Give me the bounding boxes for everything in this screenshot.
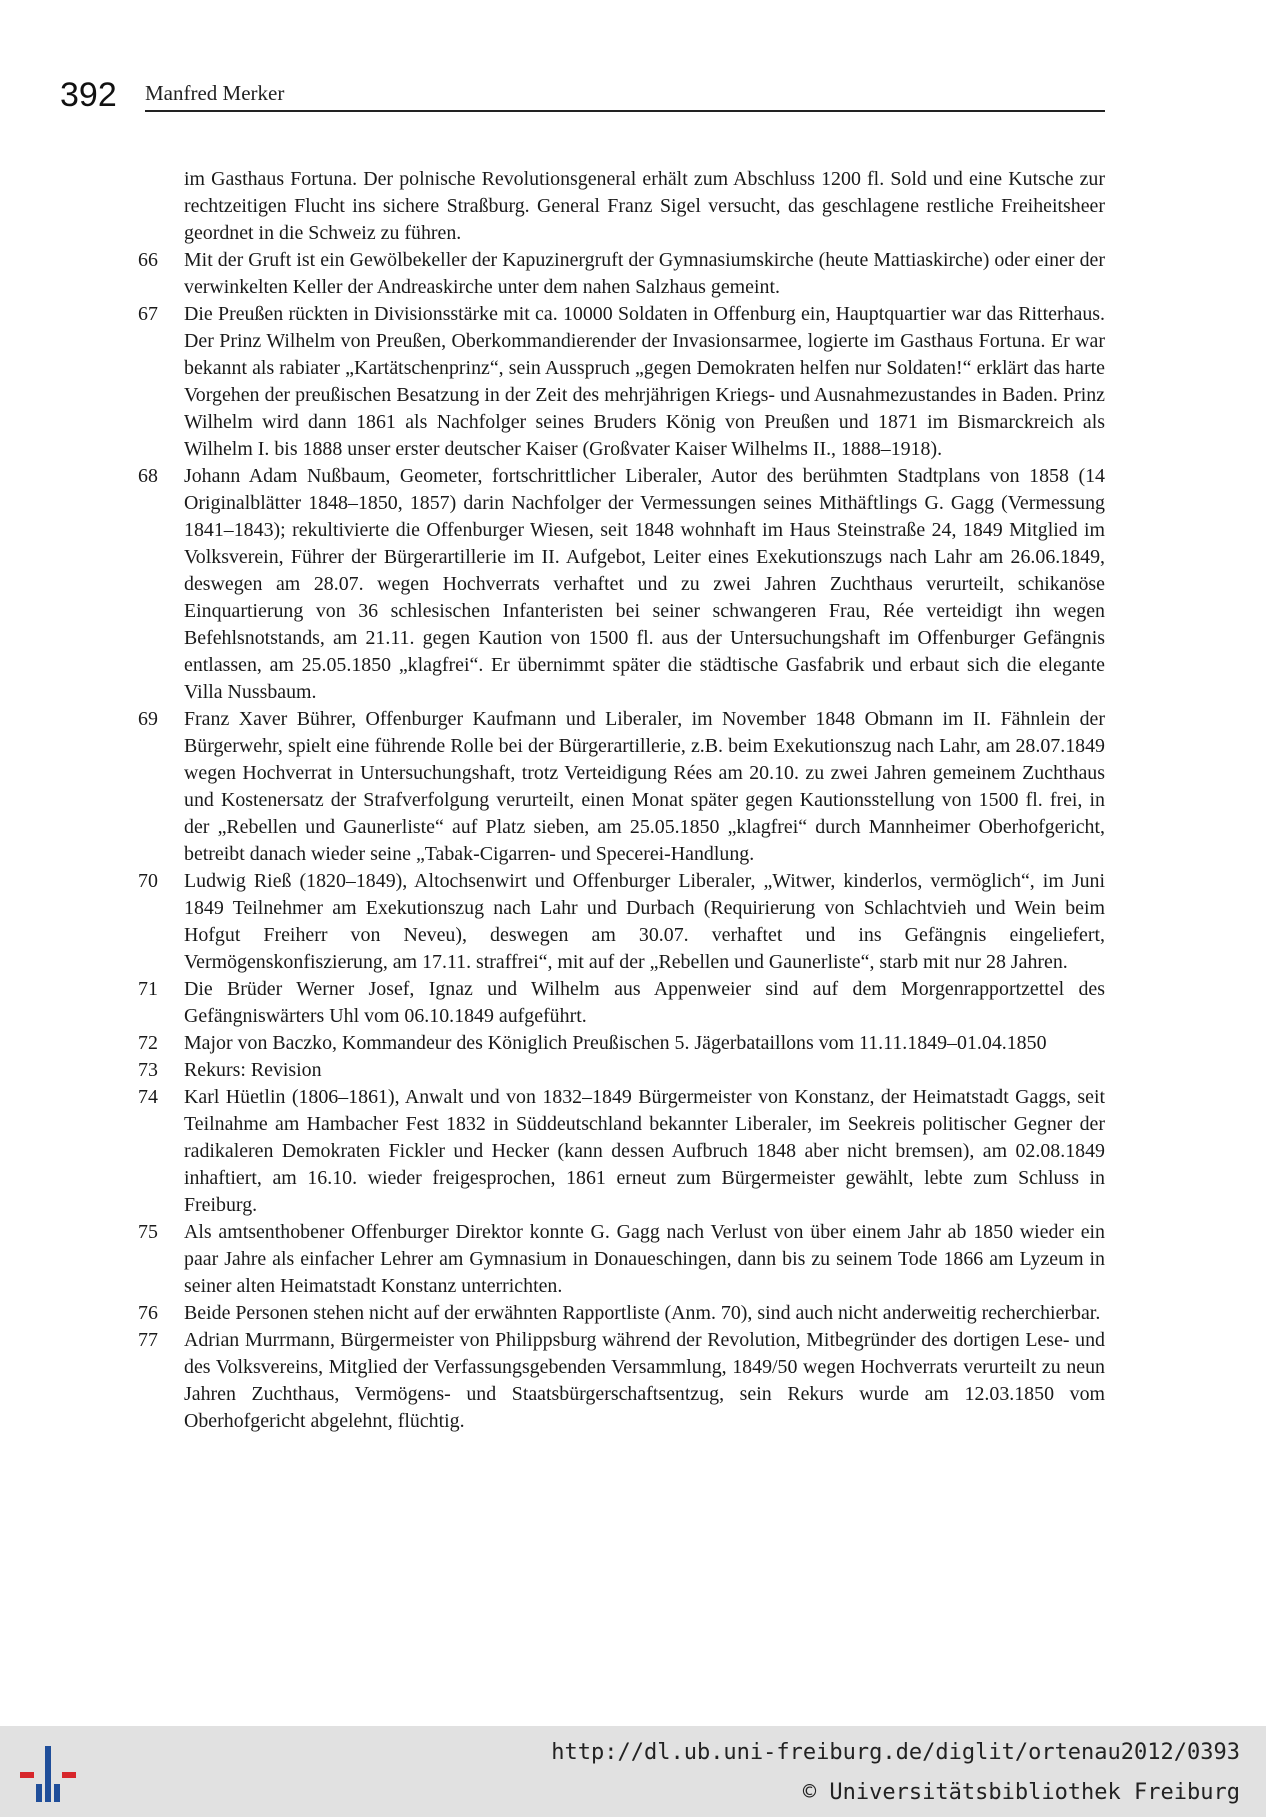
- endnote-77: [138, 1327, 1105, 1435]
- note-text: Als amtsenthobener Offenburger Direktor konnte G. Gagg nach Verlust von über einem Jahr ab 1850 wieder ein paar Jahre als einfacher Lehrer am Gymnasium in Donaueschingen, dann bis zu seinem Tode 1866 am Lyzeum in seiner alten Heimatstadt Konstanz unterrichten.: [184, 1221, 1105, 1297]
- note-number: 67: [138, 303, 158, 325]
- endnote-72: [138, 1030, 1105, 1057]
- endnote-66: [138, 247, 1105, 301]
- note-number: [138, 166, 184, 247]
- note-number: 69: [138, 708, 158, 730]
- endnote-73: [138, 1057, 1105, 1084]
- note-number: 68: [138, 465, 158, 487]
- note-number: 74: [138, 1086, 158, 1108]
- note-text: Johann Adam Nußbaum, Geometer, fortschrittlicher Liberaler, Autor des berühmten Stadtplans von 1858 (14 Originalblätter 1848–1850, 1857) darin Nachfolger der Vermessungen seines Mithäftlings G. Gagg (Vermessung 1841–1843); rekultivierte die Offenburger Wiesen, seit 1848 wohnhaft im Haus Steinstraße 24, 1849 Mitglied im Volksverein, Führer der Bürgerartillerie im II. Aufgebot, Leiter eines Exekutionszugs nach Lahr am 26.06.1849, deswegen am 28.07. wegen Hochverrats verhaftet und zu zwei Jahren Zuchthaus verurteilt, schikanöse Einquartierung von 36 schlesischen Infanteristen bei seiner schwangeren Frau, Rée verteidigt ihn wegen Befehlsnotstands, am 21.11. gegen Kaution von 1500 fl. aus der Untersuchungshaft im Offenburger Gefängnis entlassen, am 25.05.1850 „klagfrei“. Er übernimmt später die städtische Gasfabrik und erbaut sich die elegante Villa Nussbaum.: [184, 465, 1105, 703]
- endnote-71: [138, 976, 1105, 1030]
- note-text: Adrian Murrmann, Bürgermeister von Philippsburg während der Revolution, Mitbegründer des dortigen Lese- und des Volksvereins, Mitglied der Verfassungsgebenden Versammlung, 1849/50 wegen Hochverrats verurteilt zu neun Jahren Zuchthaus, Vermögens- und Staatsbürgerschaftsentzug, sein Rekurs wurde am 12.03.1850 vom Oberhofgericht abgelehnt, flüchtig.: [184, 1329, 1105, 1432]
- note-text: Karl Hüetlin (1806–1861), Anwalt und von 1832–1849 Bürgermeister von Konstanz, der Heimatstadt Gaggs, seit Teilnahme am Hambacher Fest 1832 in Süddeutschland bekannter Liberaler, im Seekreis politischer Gegner der radikaleren Demokraten Fickler und Hecker (kann dessen Aufbruch 1848 aber nicht bremsen), am 02.08.1849 inhaftiert, am 16.10. wieder freigesprochen, 1861 erneut zum Bürgermeister gewählt, lebte zum Schluss in Freiburg.: [184, 1086, 1105, 1216]
- endnote-continuation: [138, 166, 1105, 247]
- note-number: 71: [138, 978, 158, 1000]
- note-number: 75: [138, 1221, 158, 1243]
- ub-freiburg-logo-icon: [18, 1744, 78, 1804]
- endnote-67: [138, 301, 1105, 463]
- note-number: 72: [138, 1032, 158, 1054]
- footer-band: [0, 1726, 1266, 1817]
- endnote-75: [138, 1219, 1105, 1300]
- note-text: Ludwig Rieß (1820–1849), Altochsenwirt und Offenburger Liberaler, „Witwer, kinderlos, vermöglich“, im Juni 1849 Teilnehmer am Exekutionszug nach Lahr und Durbach (Requirierung von Schlachtvieh und Wein beim Hofgut Freiherr von Neveu), deswegen am 30.07. verhaftet und ins Gefängnis eingeliefert, Vermögenskonfiszierung, am 17.11. straffrei“, mit auf der „Rebellen und Gaunerliste“, starb mit nur 28 Jahren.: [184, 870, 1105, 973]
- note-number: 76: [138, 1302, 158, 1324]
- note-text: Rekurs: Revision: [184, 1059, 322, 1081]
- header-rule: [145, 110, 1105, 112]
- endnote-74: [138, 1084, 1105, 1219]
- endnote-68: [138, 463, 1105, 706]
- note-text: Major von Baczko, Kommandeur des Königlich Preußischen 5. Jägerbataillons vom 11.11.1849–01.04.1850: [184, 1032, 1047, 1054]
- note-text: Mit der Gruft ist ein Gewölbekeller der Kapuzinergruft der Gymnasiumskirche (heute Mattiaskirche) oder einer der verwinkelten Keller der Andreaskirche unter dem nahen Salzhaus gemeint.: [184, 249, 1105, 298]
- note-text: Die Brüder Werner Josef, Ignaz und Wilhelm aus Appenweier sind auf dem Morgenrapportzettel des Gefängniswärters Uhl vom 06.10.1849 aufgeführt.: [184, 978, 1105, 1027]
- page-header: [60, 78, 1105, 112]
- endnote-69: [138, 706, 1105, 868]
- running-head-author: Manfred Merker: [145, 81, 285, 105]
- endnote-70: [138, 868, 1105, 976]
- note-number: 70: [138, 870, 158, 892]
- endnote-76: [138, 1300, 1105, 1327]
- note-number: 66: [138, 249, 158, 271]
- endnotes-list: [138, 166, 1105, 1435]
- note-number: 77: [138, 1329, 158, 1351]
- copyright-notice: © Universitätsbibliothek Freiburg: [802, 1780, 1240, 1805]
- source-url[interactable]: http://dl.ub.uni-freiburg.de/diglit/ortenau2012/0393: [551, 1740, 1240, 1765]
- note-text: Franz Xaver Bührer, Offenburger Kaufmann und Liberaler, im November 1848 Obmann im II. Fähnlein der Bürgerwehr, spielt eine führende Rolle bei der Bürgerartillerie, z.B. beim Exekutionszug nach Lahr, am 28.07.1849 wegen Hochverrat in Untersuchungshaft, trotz Verteidigung Rées am 20.10. zu zwei Jahren gemeinem Zuchthaus und Kostenersatz der Strafverfolgung verurteilt, einen Monat später gegen Kautionsstellung von 1500 fl. frei, in der „Rebellen und Gaunerliste“ auf Platz sieben, am 25.05.1850 „klagfrei“ durch Mannheimer Oberhofgericht, betreibt danach wieder seine „Tabak-Cigarren- und Specerei-Handlung.: [184, 708, 1105, 865]
- page-number: 392: [60, 76, 117, 114]
- note-text: Beide Personen stehen nicht auf der erwähnten Rapportliste (Anm. 70), sind auch nicht anderweitig recherchierbar.: [184, 1302, 1101, 1324]
- note-number: 73: [138, 1059, 158, 1081]
- note-text: im Gasthaus Fortuna. Der polnische Revolutionsgeneral erhält zum Abschluss 1200 fl. Sold und eine Kutsche zur rechtzeitigen Flucht ins sichere Straßburg. General Franz Sigel versucht, das geschlagene restliche Freiheitsheer geordnet in die Schweiz zu führen.: [184, 168, 1105, 244]
- note-text: Die Preußen rückten in Divisionsstärke mit ca. 10000 Soldaten in Offenburg ein, Hauptquartier war das Ritterhaus. Der Prinz Wilhelm von Preußen, Oberkommandierender der Invasionsarmee, logierte im Gasthaus Fortuna. Er war bekannt als rabiater „Kartätschenprinz“, sein Ausspruch „gegen Demokraten helfen nur Soldaten!“ erklärt das harte Vorgehen der preußischen Besatzung in der Zeit des mehrjährigen Kriegs- und Ausnahmezustandes in Baden. Prinz Wilhelm wird dann 1861 als Nachfolger seines Bruders König von Preußen und 1871 im Bismarckreich als Wilhelm I. bis 1888 unser erster deutscher Kaiser (Großvater Kaiser Wilhelms II., 1888–1918).: [184, 303, 1105, 460]
